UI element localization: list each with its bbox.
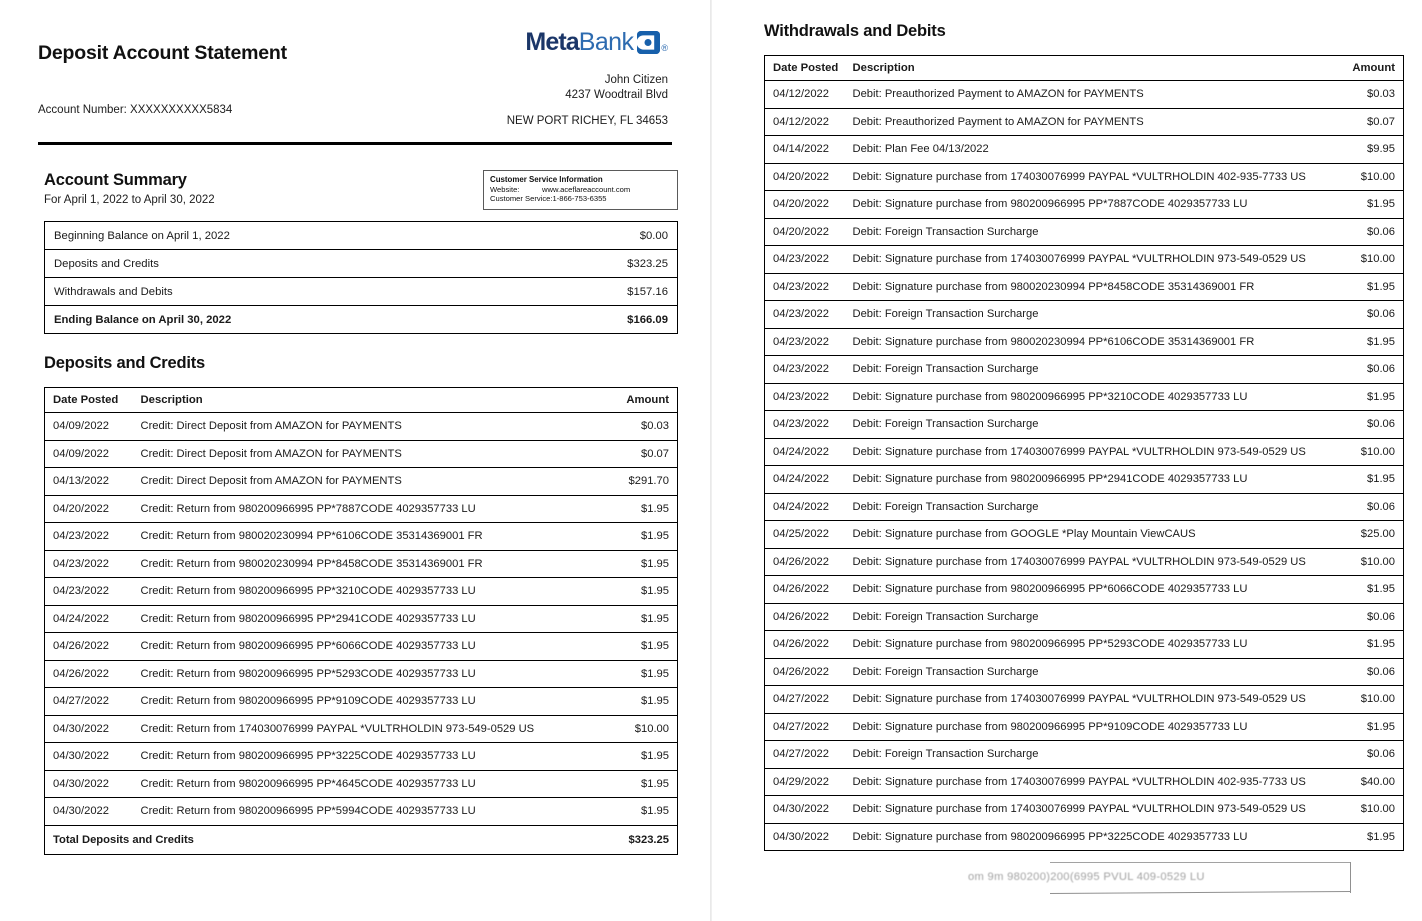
table-row bbox=[765, 163, 1404, 191]
table-row bbox=[765, 768, 1404, 796]
cell-description: Debit: Signature purchase from 174030076999 PAYPAL *VULTRHOLDIN 973-549-0529 US bbox=[845, 686, 1332, 714]
summary-label: Withdrawals and Debits bbox=[45, 278, 531, 306]
cell-date: 04/26/2022 bbox=[45, 633, 127, 661]
cell-amount: $0.06 bbox=[1332, 218, 1404, 246]
table-row bbox=[765, 136, 1404, 164]
deposits-heading: Deposits and Credits bbox=[44, 354, 206, 372]
column-header-date: Date Posted bbox=[765, 56, 845, 81]
logo-bank-text: Bank bbox=[578, 28, 634, 56]
cell-date: 04/20/2022 bbox=[45, 495, 127, 523]
cell-date: 04/26/2022 bbox=[45, 660, 127, 688]
table-row bbox=[765, 576, 1404, 604]
summary-label: Beginning Balance on April 1, 2022 bbox=[45, 222, 531, 250]
cell-description: Credit: Return from 174030076999 PAYPAL *VULTRHOLDIN 973-549-0529 US bbox=[127, 715, 602, 743]
cell-description: Credit: Direct Deposit from AMAZON for PAYMENTS bbox=[127, 440, 602, 468]
cell-description: Debit: Signature purchase from 174030076999 PAYPAL *VULTRHOLDIN 973-549-0529 US bbox=[845, 246, 1332, 274]
cell-amount: $1.95 bbox=[602, 688, 678, 716]
cell-amount: $1.95 bbox=[1332, 383, 1404, 411]
cell-date: 04/13/2022 bbox=[45, 468, 127, 496]
table-row bbox=[765, 796, 1404, 824]
cell-description: Debit: Signature purchase from GOOGLE *Play Mountain ViewCAUS bbox=[845, 521, 1332, 549]
cell-description: Debit: Foreign Transaction Surcharge bbox=[845, 603, 1332, 631]
cell-amount: $25.00 bbox=[1332, 521, 1404, 549]
cell-amount: $0.07 bbox=[1332, 108, 1404, 136]
cell-description: Debit: Signature purchase from 980020230994 PP*8458CODE 35314369001 FR bbox=[845, 273, 1332, 301]
cell-date: 04/23/2022 bbox=[765, 273, 845, 301]
cell-date: 04/26/2022 bbox=[765, 603, 845, 631]
table-row bbox=[45, 605, 678, 633]
partial-cutoff-row-artifact bbox=[964, 862, 1354, 900]
cell-date: 04/23/2022 bbox=[765, 301, 845, 329]
deposits-table-head bbox=[45, 388, 678, 413]
cell-amount: $1.95 bbox=[602, 605, 678, 633]
cell-date: 04/23/2022 bbox=[765, 383, 845, 411]
cell-description: Debit: Signature purchase from 980200966995 PP*3210CODE 4029357733 LU bbox=[845, 383, 1332, 411]
table-row bbox=[45, 688, 678, 716]
cell-amount: $0.06 bbox=[1332, 658, 1404, 686]
cell-description: Credit: Direct Deposit from AMAZON for PAYMENTS bbox=[127, 468, 602, 496]
cell-description: Credit: Return from 980020230994 PP*8458CODE 35314369001 FR bbox=[127, 550, 602, 578]
table-row bbox=[765, 328, 1404, 356]
cell-date: 04/27/2022 bbox=[765, 686, 845, 714]
logo-meta-text: Meta bbox=[525, 28, 579, 56]
table-row bbox=[45, 222, 678, 250]
cell-date: 04/29/2022 bbox=[765, 768, 845, 796]
account-summary-body bbox=[45, 222, 678, 334]
cell-description: Debit: Foreign Transaction Surcharge bbox=[845, 218, 1332, 246]
customer-service-heading: Customer Service Information bbox=[490, 175, 603, 184]
cell-description: Debit: Signature purchase from 174030076999 PAYPAL *VULTRHOLDIN 973-549-0529 US bbox=[845, 438, 1332, 466]
cell-amount: $0.06 bbox=[1332, 493, 1404, 521]
cell-description: Credit: Return from 980200966995 PP*7887CODE 4029357733 LU bbox=[127, 495, 602, 523]
cell-amount: $1.95 bbox=[602, 798, 678, 826]
table-row bbox=[765, 218, 1404, 246]
cell-date: 04/26/2022 bbox=[765, 576, 845, 604]
bank-branding bbox=[368, 30, 668, 129]
table-row bbox=[45, 523, 678, 551]
account-number: Account Number: XXXXXXXXXX5834 bbox=[38, 104, 233, 116]
cell-date: 04/23/2022 bbox=[765, 328, 845, 356]
recipient-name: John Citizen bbox=[604, 74, 668, 86]
cell-amount: $1.95 bbox=[1332, 191, 1404, 219]
cell-amount: $1.95 bbox=[602, 743, 678, 771]
cell-description: Credit: Return from 980200966995 PP*3225CODE 4029357733 LU bbox=[127, 743, 602, 771]
cell-amount: $1.95 bbox=[1332, 466, 1404, 494]
customer-service-website-value[interactable]: www.aceflareaccount.com bbox=[542, 184, 631, 194]
cell-description: Debit: Signature purchase from 980200966995 PP*7887CODE 4029357733 LU bbox=[845, 191, 1332, 219]
customer-service-website-row bbox=[490, 185, 671, 195]
cell-date: 04/30/2022 bbox=[765, 796, 845, 824]
artifact-line-top bbox=[1050, 862, 1350, 863]
cell-description: Debit: Signature purchase from 980200966995 PP*9109CODE 4029357733 LU bbox=[845, 713, 1332, 741]
column-header-date: Date Posted bbox=[45, 388, 127, 413]
cell-description: Debit: Signature purchase from 980020230994 PP*6106CODE 35314369001 FR bbox=[845, 328, 1332, 356]
table-row bbox=[765, 603, 1404, 631]
cell-description: Debit: Foreign Transaction Surcharge bbox=[845, 301, 1332, 329]
cell-description: Credit: Return from 980200966995 PP*5293CODE 4029357733 LU bbox=[127, 660, 602, 688]
cell-date: 04/23/2022 bbox=[45, 523, 127, 551]
withdrawals-section bbox=[712, 0, 1422, 851]
table-row bbox=[765, 686, 1404, 714]
cell-date: 04/09/2022 bbox=[45, 413, 127, 441]
cell-description: Debit: Signature purchase from 174030076999 PAYPAL *VULTRHOLDIN 973-549-0529 US bbox=[845, 548, 1332, 576]
cell-amount: $1.95 bbox=[1332, 328, 1404, 356]
cell-amount: $0.03 bbox=[1332, 81, 1404, 109]
artifact-line-right bbox=[1350, 862, 1351, 893]
recipient-street: 4237 Woodtrail Blvd bbox=[565, 88, 668, 101]
cell-amount: $1.95 bbox=[602, 550, 678, 578]
cell-amount: $1.95 bbox=[1332, 576, 1404, 604]
table-total-row bbox=[45, 825, 678, 854]
deposits-section bbox=[0, 334, 710, 855]
page-title: Deposit Account Statement bbox=[38, 42, 287, 64]
cell-amount: $1.95 bbox=[1332, 713, 1404, 741]
table-row bbox=[765, 81, 1404, 109]
cell-amount: $10.00 bbox=[1332, 796, 1404, 824]
cell-amount: $0.07 bbox=[602, 440, 678, 468]
table-row bbox=[45, 495, 678, 523]
table-row bbox=[45, 715, 678, 743]
cell-date: 04/30/2022 bbox=[45, 715, 127, 743]
table-row bbox=[765, 741, 1404, 769]
table-row bbox=[765, 658, 1404, 686]
cell-amount: $1.95 bbox=[602, 523, 678, 551]
cell-amount: $10.00 bbox=[1332, 686, 1404, 714]
summary-amount: $157.16 bbox=[530, 278, 677, 306]
artifact-line-bottom bbox=[1050, 891, 1350, 894]
summary-amount: $0.00 bbox=[530, 222, 677, 250]
recipient-address bbox=[368, 73, 668, 129]
table-row bbox=[45, 770, 678, 798]
cell-amount: $0.03 bbox=[602, 413, 678, 441]
table-row bbox=[765, 521, 1404, 549]
table-row bbox=[765, 411, 1404, 439]
customer-service-website-label: Website: bbox=[490, 184, 520, 194]
cell-description: Debit: Plan Fee 04/13/2022 bbox=[845, 136, 1332, 164]
cell-description: Credit: Return from 980200966995 PP*4645CODE 4029357733 LU bbox=[127, 770, 602, 798]
table-row bbox=[45, 798, 678, 826]
cell-description: Debit: Signature purchase from 174030076999 PAYPAL *VULTRHOLDIN 402-935-7733 US bbox=[845, 163, 1332, 191]
cell-date: 04/23/2022 bbox=[765, 246, 845, 274]
cell-amount: $1.95 bbox=[602, 578, 678, 606]
total-label: Total Deposits and Credits bbox=[53, 833, 194, 846]
metabank-logo-icon bbox=[637, 31, 660, 54]
cell-date: 04/25/2022 bbox=[765, 521, 845, 549]
cell-amount: $1.95 bbox=[1332, 631, 1404, 659]
statement-header bbox=[0, 0, 710, 130]
artifact-text: om 9m 980200)200(6995 PVUL 409-0529 LU bbox=[968, 871, 1205, 883]
table-row bbox=[765, 356, 1404, 384]
summary-total-label: Ending Balance on April 30, 2022 bbox=[54, 313, 232, 326]
cell-date: 04/24/2022 bbox=[765, 466, 845, 494]
summary-amount: $323.25 bbox=[530, 250, 677, 278]
cell-description: Debit: Signature purchase from 980200966995 PP*5293CODE 4029357733 LU bbox=[845, 631, 1332, 659]
cell-date: 04/12/2022 bbox=[765, 108, 845, 136]
customer-service-phone-row bbox=[490, 194, 671, 204]
table-row bbox=[765, 713, 1404, 741]
customer-service-phone-label: Customer Service: bbox=[490, 194, 553, 204]
cell-description: Credit: Return from 980200966995 PP*5994CODE 4029357733 LU bbox=[127, 798, 602, 826]
cell-date: 04/23/2022 bbox=[45, 578, 127, 606]
cell-amount: $1.95 bbox=[602, 770, 678, 798]
cell-description: Debit: Signature purchase from 980200966995 PP*2941CODE 4029357733 LU bbox=[845, 466, 1332, 494]
cell-amount: $0.06 bbox=[1332, 356, 1404, 384]
column-header-description: Description bbox=[845, 56, 1332, 81]
cell-description: Credit: Return from 980200966995 PP*6066CODE 4029357733 LU bbox=[127, 633, 602, 661]
account-summary-heading: Account Summary bbox=[44, 171, 187, 189]
cell-date: 04/20/2022 bbox=[765, 218, 845, 246]
table-row bbox=[45, 278, 678, 306]
cell-amount: $10.00 bbox=[1332, 246, 1404, 274]
cell-date: 04/30/2022 bbox=[45, 798, 127, 826]
table-row bbox=[765, 823, 1404, 851]
column-header-description: Description bbox=[127, 388, 602, 413]
cell-date: 04/30/2022 bbox=[765, 823, 845, 851]
cell-date: 04/24/2022 bbox=[765, 493, 845, 521]
metabank-logo bbox=[525, 30, 668, 55]
cell-amount: $1.95 bbox=[1332, 823, 1404, 851]
withdrawals-heading: Withdrawals and Debits bbox=[764, 22, 946, 40]
table-row bbox=[765, 108, 1404, 136]
withdrawals-table bbox=[764, 55, 1404, 851]
cell-date: 04/27/2022 bbox=[45, 688, 127, 716]
cell-description: Debit: Signature purchase from 174030076999 PAYPAL *VULTRHOLDIN 973-549-0529 US bbox=[845, 796, 1332, 824]
table-row bbox=[765, 438, 1404, 466]
table-row bbox=[765, 466, 1404, 494]
table-header-row bbox=[45, 388, 678, 413]
cell-date: 04/24/2022 bbox=[45, 605, 127, 633]
table-row bbox=[45, 578, 678, 606]
cell-amount: $9.95 bbox=[1332, 136, 1404, 164]
table-row bbox=[765, 383, 1404, 411]
table-row bbox=[765, 273, 1404, 301]
cell-description: Debit: Signature purchase from 980200966995 PP*6066CODE 4029357733 LU bbox=[845, 576, 1332, 604]
total-amount: $323.25 bbox=[628, 833, 669, 846]
cell-amount: $1.95 bbox=[1332, 273, 1404, 301]
cell-date: 04/30/2022 bbox=[45, 770, 127, 798]
cell-date: 04/09/2022 bbox=[45, 440, 127, 468]
customer-service-phone-value: 1-866-753-6355 bbox=[552, 194, 607, 204]
summary-label: Deposits and Credits bbox=[45, 250, 531, 278]
cell-description: Credit: Return from 980200966995 PP*3210CODE 4029357733 LU bbox=[127, 578, 602, 606]
table-row bbox=[45, 633, 678, 661]
cell-date: 04/12/2022 bbox=[765, 81, 845, 109]
cell-date: 04/20/2022 bbox=[765, 163, 845, 191]
cell-date: 04/23/2022 bbox=[765, 411, 845, 439]
cell-description: Debit: Signature purchase from 980200966995 PP*3225CODE 4029357733 LU bbox=[845, 823, 1332, 851]
cell-date: 04/14/2022 bbox=[765, 136, 845, 164]
cell-amount: $10.00 bbox=[602, 715, 678, 743]
cell-description: Debit: Preauthorized Payment to AMAZON for PAYMENTS bbox=[845, 108, 1332, 136]
table-row bbox=[45, 413, 678, 441]
table-row bbox=[45, 250, 678, 278]
cell-amount: $1.95 bbox=[602, 660, 678, 688]
cell-amount: $0.06 bbox=[1332, 411, 1404, 439]
cell-amount: $10.00 bbox=[1332, 163, 1404, 191]
cell-description: Debit: Foreign Transaction Surcharge bbox=[845, 356, 1332, 384]
deposits-table-body bbox=[45, 413, 678, 855]
cell-date: 04/26/2022 bbox=[765, 548, 845, 576]
registered-trademark-icon: ® bbox=[661, 43, 668, 53]
table-row bbox=[45, 468, 678, 496]
cell-date: 04/23/2022 bbox=[45, 550, 127, 578]
table-row bbox=[45, 660, 678, 688]
table-row bbox=[45, 550, 678, 578]
statement-page-left bbox=[0, 0, 710, 921]
customer-service-box bbox=[483, 170, 678, 210]
cell-amount: $0.06 bbox=[1332, 603, 1404, 631]
cell-description: Debit: Foreign Transaction Surcharge bbox=[845, 741, 1332, 769]
table-row bbox=[765, 548, 1404, 576]
cell-description: Credit: Direct Deposit from AMAZON for PAYMENTS bbox=[127, 413, 602, 441]
cell-amount: $1.95 bbox=[602, 495, 678, 523]
cell-date: 04/23/2022 bbox=[765, 356, 845, 384]
column-header-amount: Amount bbox=[1332, 56, 1404, 81]
account-summary-period: For April 1, 2022 to April 30, 2022 bbox=[44, 194, 215, 206]
column-header-amount: Amount bbox=[602, 388, 678, 413]
table-row bbox=[765, 631, 1404, 659]
cell-amount: $1.95 bbox=[602, 633, 678, 661]
cell-description: Debit: Foreign Transaction Surcharge bbox=[845, 411, 1332, 439]
cell-description: Debit: Foreign Transaction Surcharge bbox=[845, 493, 1332, 521]
withdrawals-table-head bbox=[765, 56, 1404, 81]
cell-amount: $0.06 bbox=[1332, 301, 1404, 329]
table-row bbox=[45, 743, 678, 771]
cell-amount: $291.70 bbox=[602, 468, 678, 496]
recipient-city-state-zip: NEW PORT RICHEY, FL 34653 bbox=[506, 115, 668, 127]
cell-date: 04/30/2022 bbox=[45, 743, 127, 771]
table-row bbox=[765, 191, 1404, 219]
withdrawals-table-body bbox=[765, 81, 1404, 851]
cell-amount: $0.06 bbox=[1332, 741, 1404, 769]
cell-date: 04/26/2022 bbox=[765, 631, 845, 659]
cell-description: Credit: Return from 980020230994 PP*6106CODE 35314369001 FR bbox=[127, 523, 602, 551]
cell-description: Debit: Preauthorized Payment to AMAZON for PAYMENTS bbox=[845, 81, 1332, 109]
account-summary-table bbox=[44, 221, 678, 334]
deposits-table bbox=[44, 387, 678, 855]
cell-description: Debit: Signature purchase from 174030076999 PAYPAL *VULTRHOLDIN 402-935-7733 US bbox=[845, 768, 1332, 796]
summary-total-amount: $166.09 bbox=[627, 313, 668, 326]
statement-page-right bbox=[712, 0, 1422, 921]
cell-date: 04/20/2022 bbox=[765, 191, 845, 219]
cell-date: 04/24/2022 bbox=[765, 438, 845, 466]
table-row bbox=[45, 440, 678, 468]
table-row bbox=[765, 493, 1404, 521]
cell-amount: $40.00 bbox=[1332, 768, 1404, 796]
cell-description: Debit: Foreign Transaction Surcharge bbox=[845, 658, 1332, 686]
cell-amount: $10.00 bbox=[1332, 438, 1404, 466]
cell-date: 04/27/2022 bbox=[765, 741, 845, 769]
table-header-row bbox=[765, 56, 1404, 81]
cell-date: 04/27/2022 bbox=[765, 713, 845, 741]
table-row bbox=[765, 301, 1404, 329]
summary-total-row bbox=[45, 306, 678, 334]
cell-amount: $10.00 bbox=[1332, 548, 1404, 576]
cell-date: 04/26/2022 bbox=[765, 658, 845, 686]
cell-description: Credit: Return from 980200966995 PP*9109CODE 4029357733 LU bbox=[127, 688, 602, 716]
table-row bbox=[765, 246, 1404, 274]
cell-description: Credit: Return from 980200966995 PP*2941CODE 4029357733 LU bbox=[127, 605, 602, 633]
